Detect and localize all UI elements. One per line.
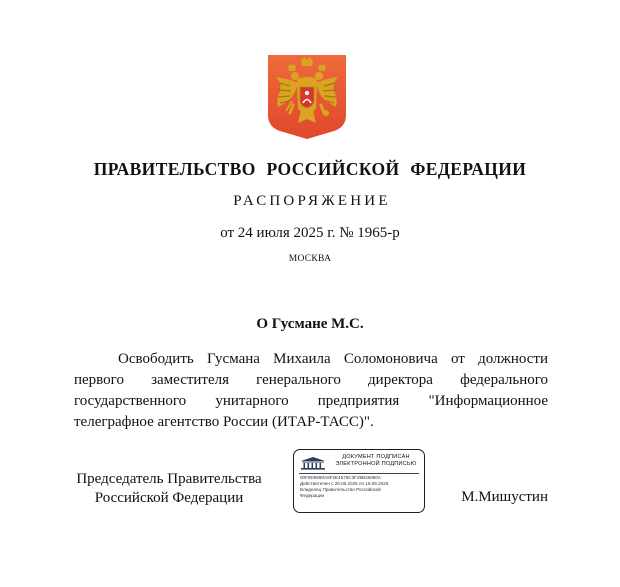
coat-of-arms-icon xyxy=(266,53,348,141)
document-subject: О Гусмане М.С. xyxy=(256,316,364,332)
stamp-validity: Действителен с 26.06.2025 по 19.09.2026 xyxy=(300,481,389,486)
stamp-details xyxy=(300,475,418,499)
stamp-divider xyxy=(299,473,419,474)
stamp-certificate: 00F9D8590A6F2E4579C3F29B25880A xyxy=(300,475,381,480)
stamp-header-line1: ДОКУМЕНТ ПОДПИСАН xyxy=(342,454,410,460)
government-title: ПРАВИТЕЛЬСТВО РОССИЙСКОЙ ФЕДЕРАЦИИ xyxy=(93,159,527,179)
stamp-owner-line1: Владелец Правительство Российской xyxy=(300,487,381,492)
signer-position xyxy=(74,470,264,508)
document-body-text: Освободить Гусмана Михаила Соломоновича от должности первого заместителя генерального директора федерального государственного унитарного предприятия "Информационное телеграфное агентство России (ИТАР-ТАСС)". xyxy=(74,351,548,430)
stamp-owner-line2: Федерации xyxy=(300,493,325,498)
signer-position-line2: Российской Федерации xyxy=(94,490,244,506)
government-building-icon xyxy=(300,456,326,470)
signer-name: М.Мишустин xyxy=(461,489,548,505)
electronic-signature-stamp xyxy=(293,449,425,513)
document-date-number: от 24 июля 2025 г. № 1965-р xyxy=(220,225,400,241)
stamp-header xyxy=(332,454,420,468)
signer-position-line1: Председатель Правительства xyxy=(76,471,262,487)
document-city: МОСКВА xyxy=(288,254,332,264)
document-type: РАСПОРЯЖЕНИЕ xyxy=(233,193,391,209)
stamp-header-line2: ЭЛЕКТРОННОЙ ПОДПИСЬЮ xyxy=(335,461,417,467)
